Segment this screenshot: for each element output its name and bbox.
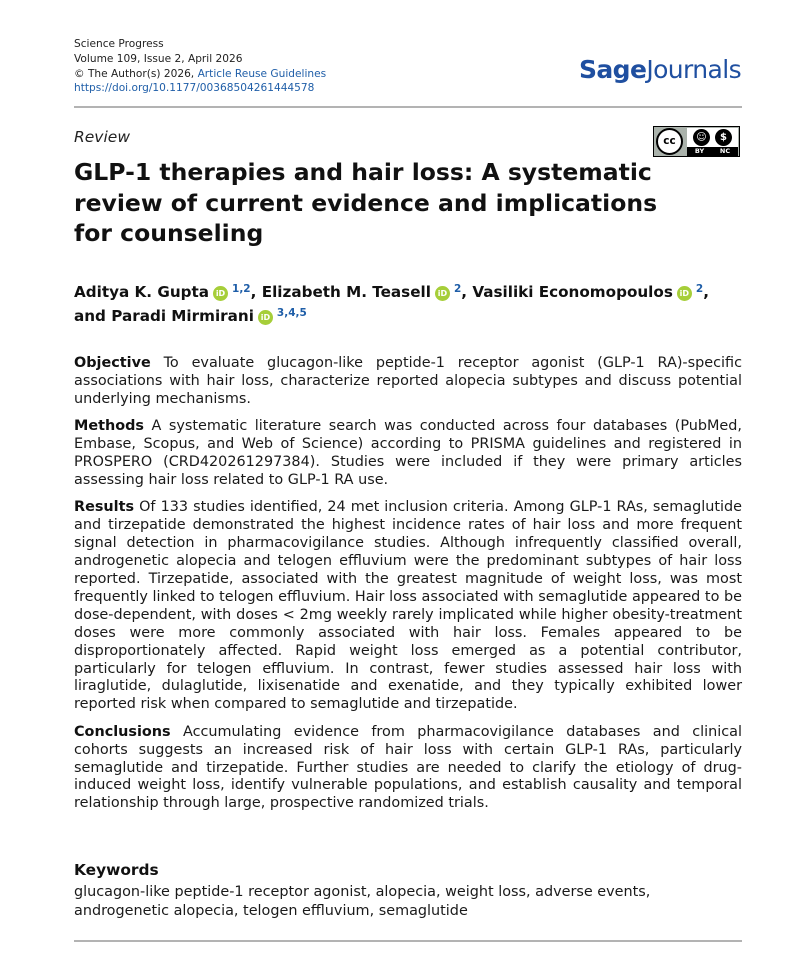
author-list — [74, 279, 744, 327]
doi-link[interactable]: https://doi.org/10.1177/00368504261444578 — [74, 82, 315, 95]
article-title: GLP-1 therapies and hair loss: A systematic review of current evidence and implications for counseling — [74, 158, 658, 247]
author-name[interactable]: Paradi Mirmirani — [111, 307, 254, 325]
keywords-heading: Keywords — [74, 861, 159, 879]
conclusions-label: Conclusions — [74, 723, 171, 740]
author-name[interactable]: Aditya K. Gupta — [74, 283, 210, 301]
objective-label: Objective — [74, 355, 151, 371]
license-labels — [687, 147, 738, 156]
logo-product: Journals — [646, 55, 741, 84]
orcid-icon[interactable]: iD — [213, 286, 228, 301]
affiliation-superscript[interactable]: 1,2 — [232, 283, 251, 295]
license-nc-label: NC — [719, 147, 731, 155]
author-separator: , — [461, 283, 468, 301]
journal-meta — [74, 37, 326, 96]
reuse-guidelines-link[interactable]: Article Reuse Guidelines — [197, 67, 327, 80]
author-name[interactable]: Elizabeth M. Teasell — [261, 283, 431, 301]
objective-text: To evaluate glucagon-like peptide-1 receptor agonist (GLP-1 RA)-specific associations with hair loss, characterize reported alopecia subtypes and discuss potential underlying mechanisms. — [74, 355, 742, 407]
abstract-conclusions — [74, 724, 742, 814]
keywords-list: glucagon-like peptide-1 receptor agonist, alopecia, weight loss, adverse events, androgenetic alopecia, telogen effluvium, semaglutide — [74, 884, 651, 919]
results-text: Of 133 studies identified, 24 met inclusion criteria. Among GLP-1 RAs, semaglutide and tirzepatide demonstrated the highest incidence rates of hair loss and more frequent signal detection in pharmacovigilance studies. Although infrequently classified overall, androgenetic alopecia and telogen effluvium were the predominant subtypes of hair loss reported. Tirzepatide, associated with the greatest magnitude of weight loss, was most frequently linked to telogen effluvium. Hair loss associated with semaglutide appeared to be dose-dependent, with doses < 2mg weekly rarely implicated while higher obesity-treatment doses were more commonly associated with hair loss. Females appeared to be disproportionately affected. Rapid weight loss emerged as a potential contributor, particularly for telogen effluvium. In contrast, fewer studies assessed hair loss with liraglutide, dulaglutide, lixisenatide and exenatide, and they typically exhibited lower reported risk when compared to semaglutide and tirzepatide. — [74, 499, 743, 713]
journal-name: Science Progress — [74, 38, 164, 50]
license-by-label: BY — [694, 147, 705, 155]
copyright-line — [74, 67, 326, 82]
author-name[interactable]: Vasiliki Economopoulos — [472, 283, 673, 301]
orcid-icon[interactable]: iD — [435, 286, 450, 301]
conclusions-text: Accumulating evidence from pharmacovigilance databases and clinical cohorts suggests an increased risk of hair loss with certain GLP-1 RAs, particularly semaglutide and tirzepatide. Further studies are needed to clarify the etiology of drug-induced weight loss, identify vulnerable populations, and establish causality and temporal relationship through large, prospective randomized trials. — [74, 723, 742, 812]
abstract-methods — [74, 418, 742, 490]
sage-journals-logo[interactable] — [579, 55, 741, 84]
cc-icon: cc — [656, 128, 683, 155]
methods-text: A systematic literature search was conducted across four databases (PubMed, Embase, Scopus, and Web of Science) according to PRISMA guidelines and registered in PROSPERO (CRD420261297384). Studies were included if they were primary articles assessing hair loss related to GLP-1 RA use. — [74, 418, 742, 488]
copyright-text: © The Author(s) 2026, — [74, 67, 195, 80]
by-icon: ☺ — [693, 129, 710, 146]
article-type: Review — [74, 128, 130, 146]
methods-label: Methods — [74, 418, 144, 435]
abstract-results — [74, 499, 742, 714]
abstract-objective — [74, 355, 742, 409]
volume-issue: Volume 109, Issue 2, April 2026 — [74, 52, 243, 65]
orcid-icon[interactable]: iD — [258, 310, 273, 325]
nc-icon: $ — [715, 129, 732, 146]
results-label: Results — [74, 499, 135, 516]
footer-divider — [74, 940, 742, 942]
logo-brand: Sage — [578, 55, 647, 84]
cc-license-badge[interactable] — [653, 126, 740, 157]
header-divider — [74, 106, 742, 108]
affiliation-superscript[interactable]: 2 — [453, 283, 462, 295]
abstract — [74, 355, 742, 823]
affiliation-superscript[interactable]: 2 — [695, 283, 704, 295]
author-separator: , and — [74, 283, 709, 325]
affiliation-superscript[interactable]: 3,4,5 — [276, 307, 307, 319]
orcid-icon[interactable]: iD — [677, 286, 692, 301]
author-separator: , — [250, 283, 257, 301]
